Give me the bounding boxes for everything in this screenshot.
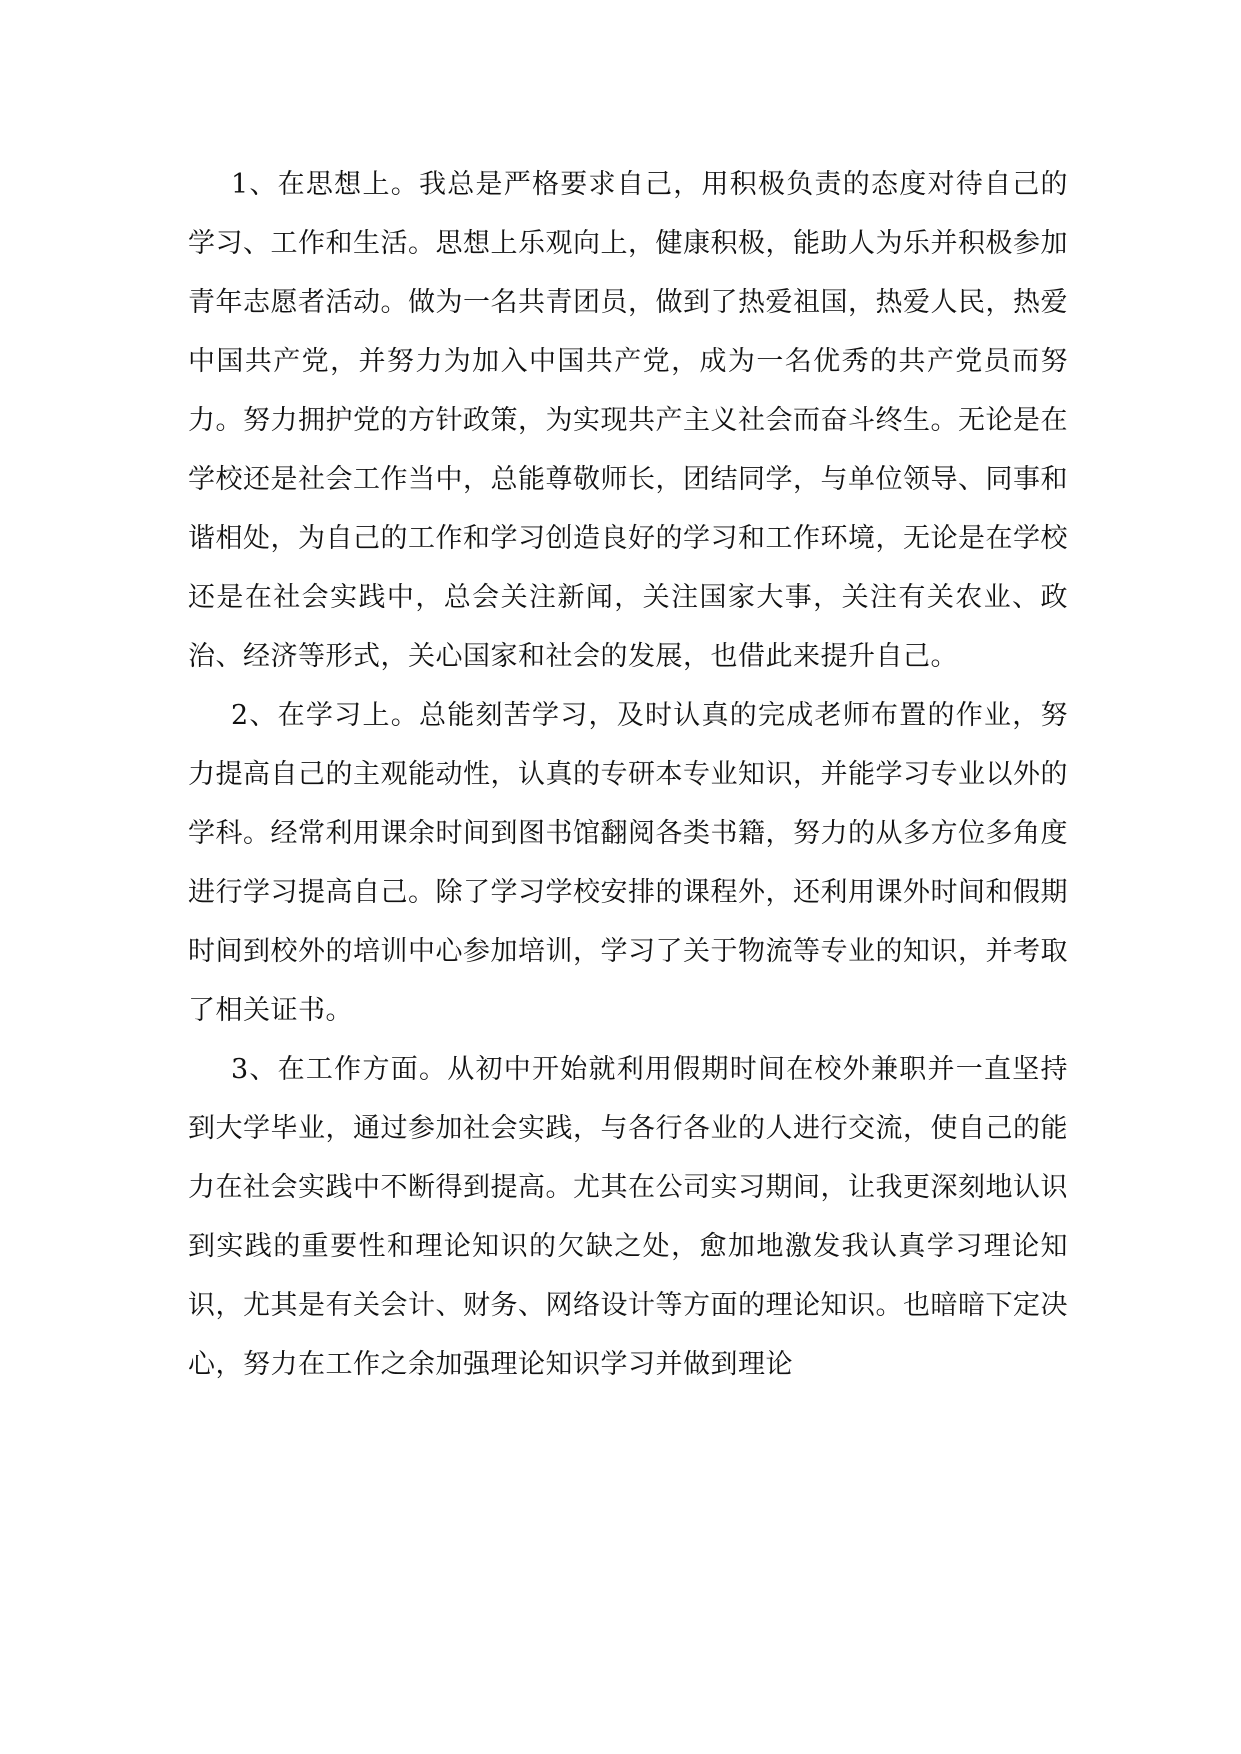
paragraph-work: 3、在工作方面。从初中开始就利用假期时间在校外兼职并一直坚持到大学毕业，通过参加社会实践，与各行各业的人进行交流，使自己的能力在社会实践中不断得到提高。尤其在公司实习期间，让我更深刻地认识到实践的重要性和理论知识的欠缺之处，愈加地激发我认真学习理论知识，尤其是有关会计、财务、网络设计等方面的理论知识。也暗暗下定决心，努力在工作之余加强理论知识学习并做到理论: [188, 1054, 1068, 1380]
document-body: [188, 155, 1068, 1394]
paragraph-thought: 1、在思想上。我总是严格要求自己，用积极负责的态度对待自己的学习、工作和生活。思想上乐观向上，健康积极，能助人为乐并积极参加青年志愿者活动。做为一名共青团员，做到了热爱祖国，热爱人民，热爱中国共产党，并努力为加入中国共产党，成为一名优秀的共产党员而努力。努力拥护党的方针政策，为实现共产主义社会而奋斗终生。无论是在学校还是社会工作当中，总能尊敬师长，团结同学，与单位领导、同事和谐相处，为自己的工作和学习创造良好的学习和工作环境，无论是在学校还是在社会实践中，总会关注新闻，关注国家大事，关注有关农业、政治、经济等形式，关心国家和社会的发展，也借此来提升自己。: [188, 169, 1068, 672]
paragraph-study: 2、在学习上。总能刻苦学习，及时认真的完成老师布置的作业，努力提高自己的主观能动性，认真的专研本专业知识，并能学习专业以外的学科。经常利用课余时间到图书馆翻阅各类书籍，努力的从多方位多角度进行学习提高自己。除了学习学校安排的课程外，还利用课外时间和假期时间到校外的培训中心参加培训，学习了关于物流等专业的知识，并考取了相关证书。: [188, 700, 1068, 1026]
